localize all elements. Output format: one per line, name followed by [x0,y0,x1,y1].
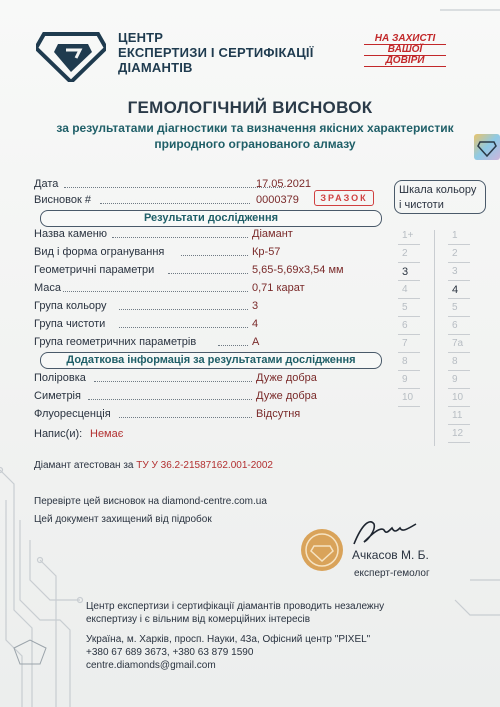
result-value: 5,65-5,69х3,54 мм [252,264,344,276]
scale-divider [398,298,420,299]
clarity-scale-cell: 3 [452,266,458,277]
scale-divider [398,388,420,389]
result-label: Група кольору [34,300,107,312]
conclusion-label: Висновок # [34,194,91,206]
scale-divider [448,442,470,443]
slogan-line-1: НА ЗАХИСТІ [364,34,446,45]
inscription-value: Немає [90,428,124,440]
color-scale-cell: 4 [402,284,408,295]
scale-divider [398,370,420,371]
additional-value: Дуже добра [256,390,317,402]
scale-divider [398,244,420,245]
additional-value: Відсутня [256,408,301,420]
result-value: 3 [252,300,259,312]
conclusion-value: 0000379 [256,194,299,206]
signature-icon [350,514,420,548]
scale-divider [448,280,470,281]
result-value: 4 [252,318,259,330]
dotted-leader [112,237,248,238]
clarity-scale-cell: 2 [452,248,458,259]
org-line-1: ЦЕНТР [118,30,164,45]
color-scale-cell: 6 [402,320,408,331]
additional-label: Симетрія [34,390,81,402]
color-scale-cell: 9 [402,374,408,385]
clarity-scale-cell: 11 [452,410,463,421]
footer-line-2: експертизу і є вільним від комерційних інтересів [86,614,311,625]
scale-divider [398,280,420,281]
results-section-header: Результати дослідження [40,210,382,227]
scale-divider [398,262,420,263]
scale-divider [448,388,470,389]
clarity-scale-cell: 4 [452,284,459,296]
scale-title-line-2: і чистоти [399,199,444,211]
dotted-leader [64,187,284,188]
attest-standard: ТУ У 36.2-21587162.001-2002 [136,460,273,471]
color-scale-cell: 10 [402,392,414,403]
scale-header [394,180,486,214]
slogan-line-2: ВАШОЇ [364,45,446,56]
additional-label: Флуоресценція [34,408,111,420]
date-label: Дата [34,178,59,190]
clarity-scale-cell: 7а [452,338,464,349]
scale-divider [448,424,470,425]
scale-divider [448,316,470,317]
dotted-leader [88,399,252,400]
clarity-scale-cell: 12 [452,428,464,439]
color-scale-cell: 7 [402,338,408,349]
seal-icon [300,528,344,572]
scale-divider [448,406,470,407]
scale-divider [398,406,420,407]
attestation-note [34,460,273,471]
result-label: Вид і форма огранування [34,246,165,258]
clarity-scale-cell: 5 [452,302,458,313]
color-scale-cell: 3 [402,266,409,278]
clarity-scale-cell: 8 [452,356,458,367]
footer-address: Україна, м. Харків, просп. Науки, 43а, Офісний центр "PIXEL" [86,634,371,645]
slogan [364,34,446,67]
signer-role: експерт-гемолог [354,568,430,579]
dotted-leader [119,417,252,418]
result-value: 0,71 карат [252,282,305,294]
protected-note: Цей документ захищений від підробок [34,514,212,525]
date-value: 17.05.2021 [256,178,312,190]
clarity-scale-cell: 9 [452,374,458,385]
result-label: Група чистоти [34,318,106,330]
dotted-leader [119,327,248,328]
result-label: Геометричні параметри [34,264,155,276]
scale-divider [448,334,470,335]
additional-section-header: Додаткова інформація за результатами дослідження [40,352,382,369]
inscription-label: Напис(и): [34,428,83,440]
org-line-2: ЕКСПЕРТИЗИ І СЕРТИФІКАЦІЇ [118,45,314,60]
result-value: А [252,336,260,348]
dotted-leader [181,255,248,256]
slogan-line-3: ДОВІРИ [364,56,446,67]
scale-divider [448,244,470,245]
result-value: Кр-57 [252,246,281,258]
scale-divider [398,316,420,317]
result-label: Група геометричних параметрів [34,336,197,348]
color-scale-cell: 1+ [402,230,414,241]
scale-divider [448,352,470,353]
clarity-scale-cell: 1 [452,230,458,241]
scale-divider [448,298,470,299]
signer-name: Ачкасов М. Б. [352,548,429,562]
organization-name [118,30,314,75]
clarity-scale-cell: 10 [452,392,464,403]
attest-prefix: Діамант атестован за [34,460,134,471]
result-label: Маса [34,282,62,294]
dotted-leader [100,203,250,204]
hologram-icon [472,132,500,162]
footer-line-1: Центр експертизи і сертифікації діамантів проводить незалежну [86,601,385,612]
additional-value: Дуже добра [256,372,317,384]
clarity-scale-cell: 6 [452,320,458,331]
org-line-3: ДІАМАНТІВ [118,60,193,75]
result-label: Назва каменю [34,228,108,240]
scale-title-line-1: Шкала кольору [399,184,477,196]
verify-note: Перевірте цей висновок на diamond-centre.com.ua [34,496,267,507]
footer-email: centre.diamonds@gmail.com [86,660,216,671]
result-value: Діамант [252,228,293,240]
dotted-leader [63,291,248,292]
scale-column-divider [434,230,435,446]
dotted-leader [218,345,248,346]
color-scale-cell: 8 [402,356,408,367]
dotted-leader [168,273,248,274]
sample-stamp: ЗРАЗОК [314,190,374,206]
scale-divider [398,334,420,335]
scale-divider [398,352,420,353]
additional-label: Поліровка [34,372,86,384]
color-scale-cell: 2 [402,248,408,259]
document-subtitle: за результатами діагностики та визначення якісних характеристик природного огранованого алмазу [56,121,454,151]
document-title: ГЕМОЛОГІЧНИЙ ВИСНОВОК [127,98,373,117]
footer-phones: +380 67 689 3673, +380 63 879 1590 [86,647,254,658]
scale-divider [448,370,470,371]
color-scale-cell: 5 [402,302,408,313]
diamond-logo-icon [36,28,106,82]
scale-divider [448,262,470,263]
dotted-leader [119,309,248,310]
dotted-leader [94,381,252,382]
